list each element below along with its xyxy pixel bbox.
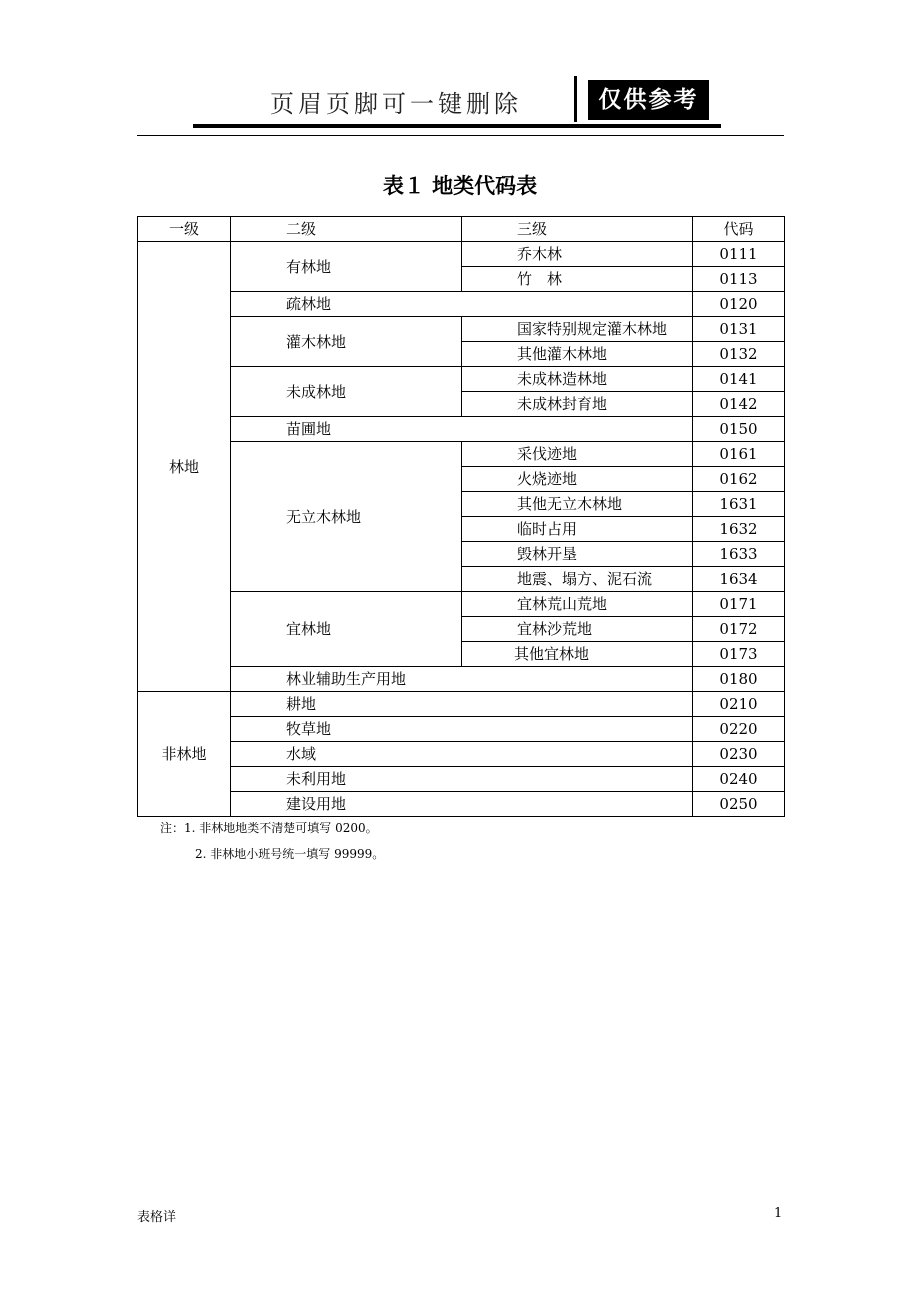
code-cell: 0141 <box>693 367 785 392</box>
footer-left: 表格详 <box>137 1210 177 1225</box>
level3-cell: 火烧迹地 <box>462 467 693 492</box>
level2-cell: 苗圃地 <box>231 417 693 442</box>
level2-cell: 未成林地 <box>231 367 462 417</box>
col-header-code: 代码 <box>693 217 785 242</box>
note-2: 2. 非林地小班号统一填写 99999。 <box>195 847 385 861</box>
level2-cell: 宜林地 <box>231 592 462 667</box>
page-number: 1 <box>774 1206 783 1221</box>
table-row <box>138 717 785 742</box>
level1-nonforest: 非林地 <box>138 692 231 817</box>
table-row <box>138 742 785 767</box>
table-row <box>138 692 785 717</box>
code-cell: 1633 <box>693 542 785 567</box>
level3-cell: 其他灌木林地 <box>462 342 693 367</box>
header-row <box>138 217 785 242</box>
level2-cell: 灌木林地 <box>231 317 462 367</box>
level3-cell: 未成林封育地 <box>462 392 693 417</box>
level3-cell: 宜林荒山荒地 <box>462 592 693 617</box>
level2-cell: 水域 <box>231 742 693 767</box>
code-cell: 0113 <box>693 267 785 292</box>
code-cell: 0161 <box>693 442 785 467</box>
col-header-level1: 一级 <box>138 217 231 242</box>
code-cell: 0120 <box>693 292 785 317</box>
code-cell: 0210 <box>693 692 785 717</box>
table-row <box>138 592 785 617</box>
level3-cell: 乔木林 <box>462 242 693 267</box>
table-title: 表１ 地类代码表 <box>382 173 538 198</box>
level3-cell: 宜林沙荒地 <box>462 617 693 642</box>
level2-cell: 耕地 <box>231 692 693 717</box>
header-divider <box>574 76 577 122</box>
code-cell: 1634 <box>693 567 785 592</box>
level2-cell: 牧草地 <box>231 717 693 742</box>
level2-cell: 林业辅助生产用地 <box>231 667 693 692</box>
code-cell: 0172 <box>693 617 785 642</box>
code-cell: 0162 <box>693 467 785 492</box>
code-cell: 1632 <box>693 517 785 542</box>
table-row <box>138 242 785 267</box>
code-cell: 0240 <box>693 767 785 792</box>
level2-cell: 建设用地 <box>231 792 693 817</box>
level3-cell: 毁林开垦 <box>462 542 693 567</box>
col-header-level2: 二级 <box>231 217 462 242</box>
table-row <box>138 442 785 467</box>
table-row <box>138 367 785 392</box>
level3-cell: 国家特别规定灌木林地 <box>462 317 693 342</box>
level3-cell: 地震、塌方、泥石流 <box>462 567 693 592</box>
level2-cell: 有林地 <box>231 242 462 292</box>
code-cell: 0250 <box>693 792 785 817</box>
header-rule-thin <box>137 135 784 136</box>
level3-cell: 其他宜林地 <box>462 642 693 667</box>
header-rule-thick <box>193 124 721 128</box>
note-1: 注：1. 非林地地类不清楚可填写 0200。 <box>160 821 378 835</box>
table-row <box>138 317 785 342</box>
code-cell: 0173 <box>693 642 785 667</box>
code-cell: 0180 <box>693 667 785 692</box>
table-row <box>138 292 785 317</box>
col-header-level3: 三级 <box>462 217 693 242</box>
level2-cell: 疏林地 <box>231 292 693 317</box>
code-cell: 0150 <box>693 417 785 442</box>
table-row <box>138 767 785 792</box>
table-row <box>138 792 785 817</box>
code-cell: 0220 <box>693 717 785 742</box>
header-badge: 仅供参考 <box>588 80 709 120</box>
code-cell: 1631 <box>693 492 785 517</box>
table-row <box>138 667 785 692</box>
code-cell: 0171 <box>693 592 785 617</box>
code-cell: 0142 <box>693 392 785 417</box>
level3-cell: 采伐迹地 <box>462 442 693 467</box>
level1-forest: 林地 <box>138 242 231 692</box>
table-row <box>138 417 785 442</box>
code-cell: 0111 <box>693 242 785 267</box>
level3-cell: 竹 林 <box>462 267 693 292</box>
code-cell: 0230 <box>693 742 785 767</box>
level3-cell: 临时占用 <box>462 517 693 542</box>
land-code-table <box>137 216 785 817</box>
level2-cell: 无立木林地 <box>231 442 462 592</box>
level2-cell: 未利用地 <box>231 767 693 792</box>
level3-cell: 其他无立木林地 <box>462 492 693 517</box>
level3-cell: 未成林造林地 <box>462 367 693 392</box>
code-cell: 0131 <box>693 317 785 342</box>
code-cell: 0132 <box>693 342 785 367</box>
header-text: 页眉页脚可一键删除 <box>270 90 522 118</box>
